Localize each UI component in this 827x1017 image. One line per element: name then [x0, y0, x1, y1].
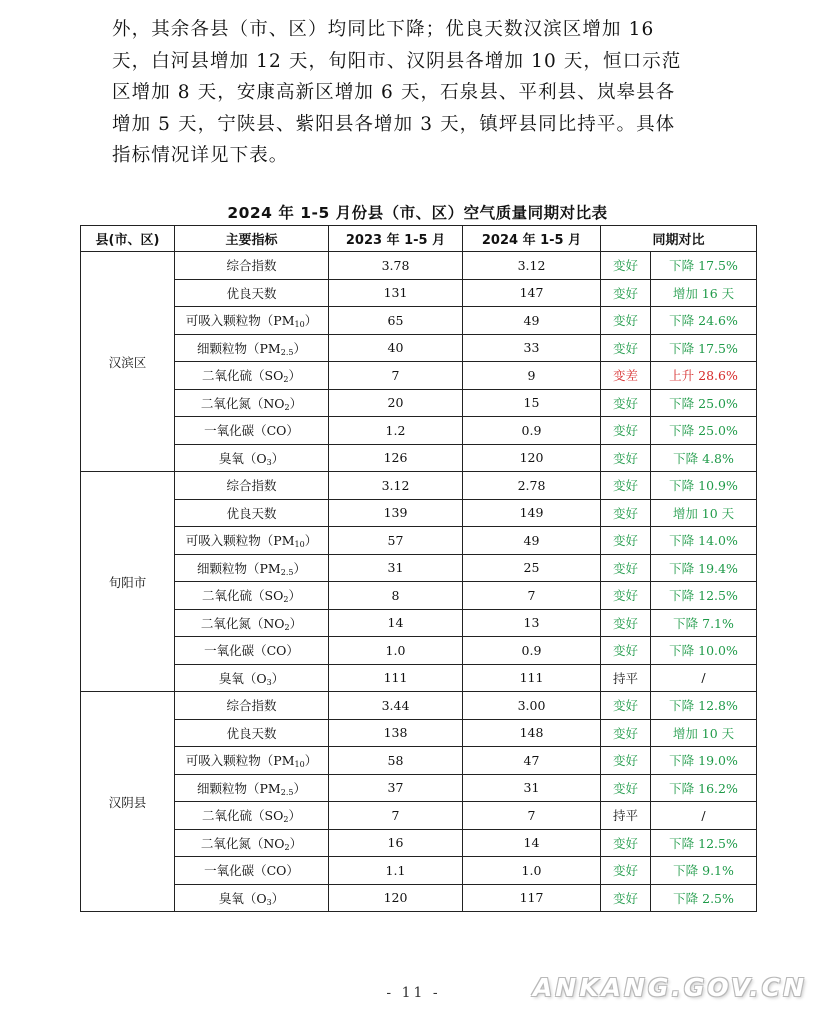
value-2024-cell: 147: [463, 279, 601, 307]
paragraph-line: 区增加 8 天，安康高新区增加 6 天，石泉县、平利县、岚皋县各: [112, 82, 676, 104]
indicator-tail: ）: [288, 368, 301, 384]
status-cell: 变好: [601, 389, 651, 417]
status-cell: 变好: [601, 554, 651, 582]
change-cell: 下降 14.0%: [651, 527, 757, 555]
change-cell: 下降 10.0%: [651, 637, 757, 665]
indicator-cell: [175, 802, 329, 830]
indicator-subscript: 2: [283, 375, 289, 385]
indicator-cell: [175, 884, 329, 912]
indicator-tail: ）: [289, 395, 303, 411]
value-2023-cell: 131: [329, 279, 463, 307]
indicator-subscript: 2: [283, 815, 289, 825]
value-2024-cell: 47: [463, 747, 601, 775]
value-2023-cell: 8: [329, 582, 463, 610]
value-2024-cell: 33: [463, 334, 601, 362]
indicator-tail: ）: [271, 670, 285, 686]
table-row: [81, 554, 757, 582]
header-2024: 2024 年 1-5 月: [463, 226, 601, 252]
value-2024-cell: 13: [463, 609, 601, 637]
indicator-label: 细颗粒物（PM: [197, 780, 281, 796]
table-row: [81, 802, 757, 830]
indicator-tail: ）: [293, 780, 306, 796]
change-cell: 下降 19.4%: [651, 554, 757, 582]
indicator-cell: [175, 527, 329, 555]
table-row: [81, 829, 757, 857]
indicator-label: 优良天数: [226, 285, 277, 301]
paragraph-line: 外，其余各县（市、区）均同比下降；优良天数汉滨区增加 16: [112, 19, 655, 40]
table-row: [81, 279, 757, 307]
indicator-tail: ）: [271, 890, 285, 906]
indicator-cell: [175, 472, 329, 500]
page-number: - 11 -: [386, 985, 441, 1001]
value-2023-cell: 1.1: [329, 857, 463, 885]
value-2023-cell: 16: [329, 829, 463, 857]
table-row: [81, 307, 757, 335]
value-2023-cell: 3.44: [329, 692, 463, 720]
paragraph-line: 指标情况详见下表。: [112, 145, 289, 167]
change-cell: 下降 10.9%: [651, 472, 757, 500]
status-cell: 持平: [601, 664, 651, 692]
table-row: [81, 582, 757, 610]
change-cell: 增加 16 天: [651, 279, 757, 307]
indicator-cell: [175, 307, 329, 335]
value-2024-cell: 120: [463, 444, 601, 472]
header-indicator: 主要指标: [175, 226, 329, 252]
table-row: [81, 774, 757, 802]
indicator-tail: ）: [293, 560, 306, 576]
status-cell: 变好: [601, 499, 651, 527]
indicator-subscript: 10: [294, 540, 305, 550]
table-row: [81, 472, 757, 500]
indicator-cell: [175, 554, 329, 582]
value-2024-cell: 7: [463, 802, 601, 830]
change-cell: 增加 10 天: [651, 719, 757, 747]
value-2023-cell: 14: [329, 609, 463, 637]
indicator-subscript: 2: [283, 595, 289, 605]
indicator-cell: [175, 692, 329, 720]
indicator-label: 臭氧（O: [218, 890, 267, 906]
indicator-label: 二氧化硫（SO: [202, 808, 284, 824]
change-cell: 下降 19.0%: [651, 747, 757, 775]
value-2024-cell: 1.0: [463, 857, 601, 885]
status-cell: 变好: [601, 829, 651, 857]
change-cell: /: [651, 802, 757, 830]
table-row: [81, 637, 757, 665]
table-row: [81, 692, 757, 720]
change-cell: 下降 25.0%: [651, 417, 757, 445]
status-cell: 变好: [601, 747, 651, 775]
value-2024-cell: 15: [463, 389, 601, 417]
value-2023-cell: 7: [329, 802, 463, 830]
change-cell: /: [651, 664, 757, 692]
change-cell: 下降 24.6%: [651, 307, 757, 335]
table-row: [81, 499, 757, 527]
indicator-cell: [175, 499, 329, 527]
value-2024-cell: 117: [463, 884, 601, 912]
value-2023-cell: 31: [329, 554, 463, 582]
indicator-subscript: 2: [284, 402, 290, 412]
indicator-cell: [175, 719, 329, 747]
indicator-subscript: 2.5: [280, 567, 294, 577]
change-cell: 下降 12.8%: [651, 692, 757, 720]
status-cell: 变好: [601, 252, 651, 280]
change-cell: 下降 25.0%: [651, 389, 757, 417]
table-row: [81, 334, 757, 362]
value-2024-cell: 0.9: [463, 417, 601, 445]
site-watermark: ANKANG.GOV.CN: [532, 973, 807, 1002]
value-2024-cell: 3.12: [463, 252, 601, 280]
region-cell: 旬阳市: [81, 472, 175, 692]
indicator-label: 综合指数: [226, 478, 277, 494]
value-2024-cell: 7: [463, 582, 601, 610]
header-region: 县(市、区): [81, 226, 175, 252]
indicator-cell: [175, 857, 329, 885]
value-2024-cell: 149: [463, 499, 601, 527]
indicator-tail: ）: [304, 533, 318, 549]
status-cell: 变差: [601, 362, 651, 390]
status-cell: 持平: [601, 802, 651, 830]
indicator-cell: [175, 829, 329, 857]
indicator-cell: [175, 279, 329, 307]
indicator-label: 优良天数: [226, 505, 277, 521]
table-row: [81, 747, 757, 775]
indicator-label: 二氧化硫（SO: [202, 588, 284, 604]
value-2024-cell: 9: [463, 362, 601, 390]
body-paragraph: [112, 14, 722, 172]
value-2023-cell: 138: [329, 719, 463, 747]
table-header-row: [81, 226, 757, 252]
table-row: [81, 417, 757, 445]
table-row: [81, 527, 757, 555]
indicator-tail: ）: [293, 340, 306, 356]
status-cell: 变好: [601, 307, 651, 335]
indicator-cell: [175, 664, 329, 692]
change-cell: 下降 17.5%: [651, 252, 757, 280]
value-2024-cell: 3.00: [463, 692, 601, 720]
value-2023-cell: 37: [329, 774, 463, 802]
indicator-cell: [175, 774, 329, 802]
indicator-label: 二氧化硫（SO: [202, 368, 284, 384]
table-row: [81, 444, 757, 472]
status-cell: 变好: [601, 279, 651, 307]
status-cell: 变好: [601, 884, 651, 912]
indicator-tail: ）: [289, 835, 303, 851]
indicator-cell: [175, 444, 329, 472]
indicator-label: 综合指数: [226, 258, 277, 274]
table-row: [81, 362, 757, 390]
status-cell: 变好: [601, 857, 651, 885]
change-cell: 上升 28.6%: [651, 362, 757, 390]
indicator-cell: [175, 334, 329, 362]
table-row: [81, 884, 757, 912]
value-2024-cell: 31: [463, 774, 601, 802]
value-2023-cell: 58: [329, 747, 463, 775]
indicator-label: 优良天数: [226, 725, 277, 741]
status-cell: 变好: [601, 472, 651, 500]
value-2024-cell: 14: [463, 829, 601, 857]
value-2023-cell: 126: [329, 444, 463, 472]
change-cell: 增加 10 天: [651, 499, 757, 527]
indicator-tail: ）: [288, 808, 301, 824]
indicator-cell: [175, 362, 329, 390]
status-cell: 变好: [601, 582, 651, 610]
indicator-cell: [175, 252, 329, 280]
indicator-tail: ）: [289, 615, 303, 631]
status-cell: 变好: [601, 637, 651, 665]
value-2023-cell: 1.2: [329, 417, 463, 445]
paragraph-line: 天，白河县增加 12 天，旬阳市、汉阴县各增加 10 天，恒口示范: [112, 50, 682, 72]
value-2024-cell: 25: [463, 554, 601, 582]
status-cell: 变好: [601, 719, 651, 747]
value-2023-cell: 40: [329, 334, 463, 362]
indicator-cell: [175, 747, 329, 775]
indicator-label: 一氧化碳（CO）: [204, 863, 299, 879]
change-cell: 下降 2.5%: [651, 884, 757, 912]
indicator-tail: ）: [304, 313, 318, 329]
indicator-subscript: 3: [266, 897, 272, 907]
indicator-label: 二氧化氮（NO: [200, 395, 285, 411]
status-cell: 变好: [601, 527, 651, 555]
indicator-cell: [175, 609, 329, 637]
indicator-label: 一氧化碳（CO）: [204, 423, 299, 439]
indicator-subscript: 3: [266, 677, 272, 687]
value-2023-cell: 7: [329, 362, 463, 390]
value-2023-cell: 3.12: [329, 472, 463, 500]
indicator-label: 可吸入颗粒物（PM: [185, 313, 295, 329]
value-2023-cell: 65: [329, 307, 463, 335]
indicator-label: 一氧化碳（CO）: [204, 643, 299, 659]
indicator-subscript: 2: [284, 842, 290, 852]
value-2023-cell: 1.0: [329, 637, 463, 665]
value-2023-cell: 111: [329, 664, 463, 692]
indicator-label: 细颗粒物（PM: [197, 340, 281, 356]
value-2023-cell: 120: [329, 884, 463, 912]
change-cell: 下降 12.5%: [651, 582, 757, 610]
table-row: [81, 857, 757, 885]
indicator-label: 可吸入颗粒物（PM: [185, 753, 295, 769]
indicator-subscript: 10: [294, 320, 305, 330]
indicator-tail: ）: [304, 753, 318, 769]
air-quality-comparison-table: [80, 225, 757, 912]
table-body: [81, 252, 757, 912]
indicator-subscript: 3: [266, 457, 272, 467]
change-cell: 下降 12.5%: [651, 829, 757, 857]
table-title: 2024 年 1-5 月份县（市、区）空气质量同期对比表: [227, 204, 608, 222]
indicator-cell: [175, 637, 329, 665]
change-cell: 下降 7.1%: [651, 609, 757, 637]
indicator-label: 臭氧（O: [218, 450, 267, 466]
indicator-cell: [175, 582, 329, 610]
status-cell: 变好: [601, 334, 651, 362]
region-cell: 汉滨区: [81, 252, 175, 472]
indicator-label: 综合指数: [226, 698, 277, 714]
status-cell: 变好: [601, 774, 651, 802]
value-2024-cell: 148: [463, 719, 601, 747]
value-2023-cell: 20: [329, 389, 463, 417]
indicator-tail: ）: [288, 588, 301, 604]
value-2024-cell: 0.9: [463, 637, 601, 665]
header-2023: 2023 年 1-5 月: [329, 226, 463, 252]
indicator-subscript: 2.5: [280, 347, 294, 357]
table-row: [81, 609, 757, 637]
paragraph-line: 增加 5 天，宁陕县、紫阳县各增加 3 天，镇坪县同比持平。具体: [112, 113, 676, 135]
change-cell: 下降 9.1%: [651, 857, 757, 885]
indicator-label: 二氧化氮（NO: [200, 835, 285, 851]
change-cell: 下降 17.5%: [651, 334, 757, 362]
value-2024-cell: 49: [463, 307, 601, 335]
indicator-label: 二氧化氮（NO: [200, 615, 285, 631]
indicator-subscript: 10: [294, 760, 305, 770]
status-cell: 变好: [601, 444, 651, 472]
indicator-label: 可吸入颗粒物（PM: [185, 533, 295, 549]
table-row: [81, 664, 757, 692]
indicator-cell: [175, 389, 329, 417]
table-row: [81, 719, 757, 747]
indicator-cell: [175, 417, 329, 445]
value-2023-cell: 57: [329, 527, 463, 555]
table-row: [81, 389, 757, 417]
value-2024-cell: 49: [463, 527, 601, 555]
value-2023-cell: 139: [329, 499, 463, 527]
value-2024-cell: 111: [463, 664, 601, 692]
indicator-label: 臭氧（O: [218, 670, 267, 686]
indicator-label: 细颗粒物（PM: [197, 560, 281, 576]
indicator-subscript: 2.5: [280, 787, 294, 797]
table-row: [81, 252, 757, 280]
change-cell: 下降 16.2%: [651, 774, 757, 802]
header-comparison: 同期对比: [601, 226, 757, 252]
change-cell: 下降 4.8%: [651, 444, 757, 472]
status-cell: 变好: [601, 417, 651, 445]
value-2023-cell: 3.78: [329, 252, 463, 280]
status-cell: 变好: [601, 609, 651, 637]
value-2024-cell: 2.78: [463, 472, 601, 500]
region-cell: 汉阴县: [81, 692, 175, 912]
indicator-tail: ）: [271, 450, 285, 466]
indicator-subscript: 2: [284, 622, 290, 632]
status-cell: 变好: [601, 692, 651, 720]
